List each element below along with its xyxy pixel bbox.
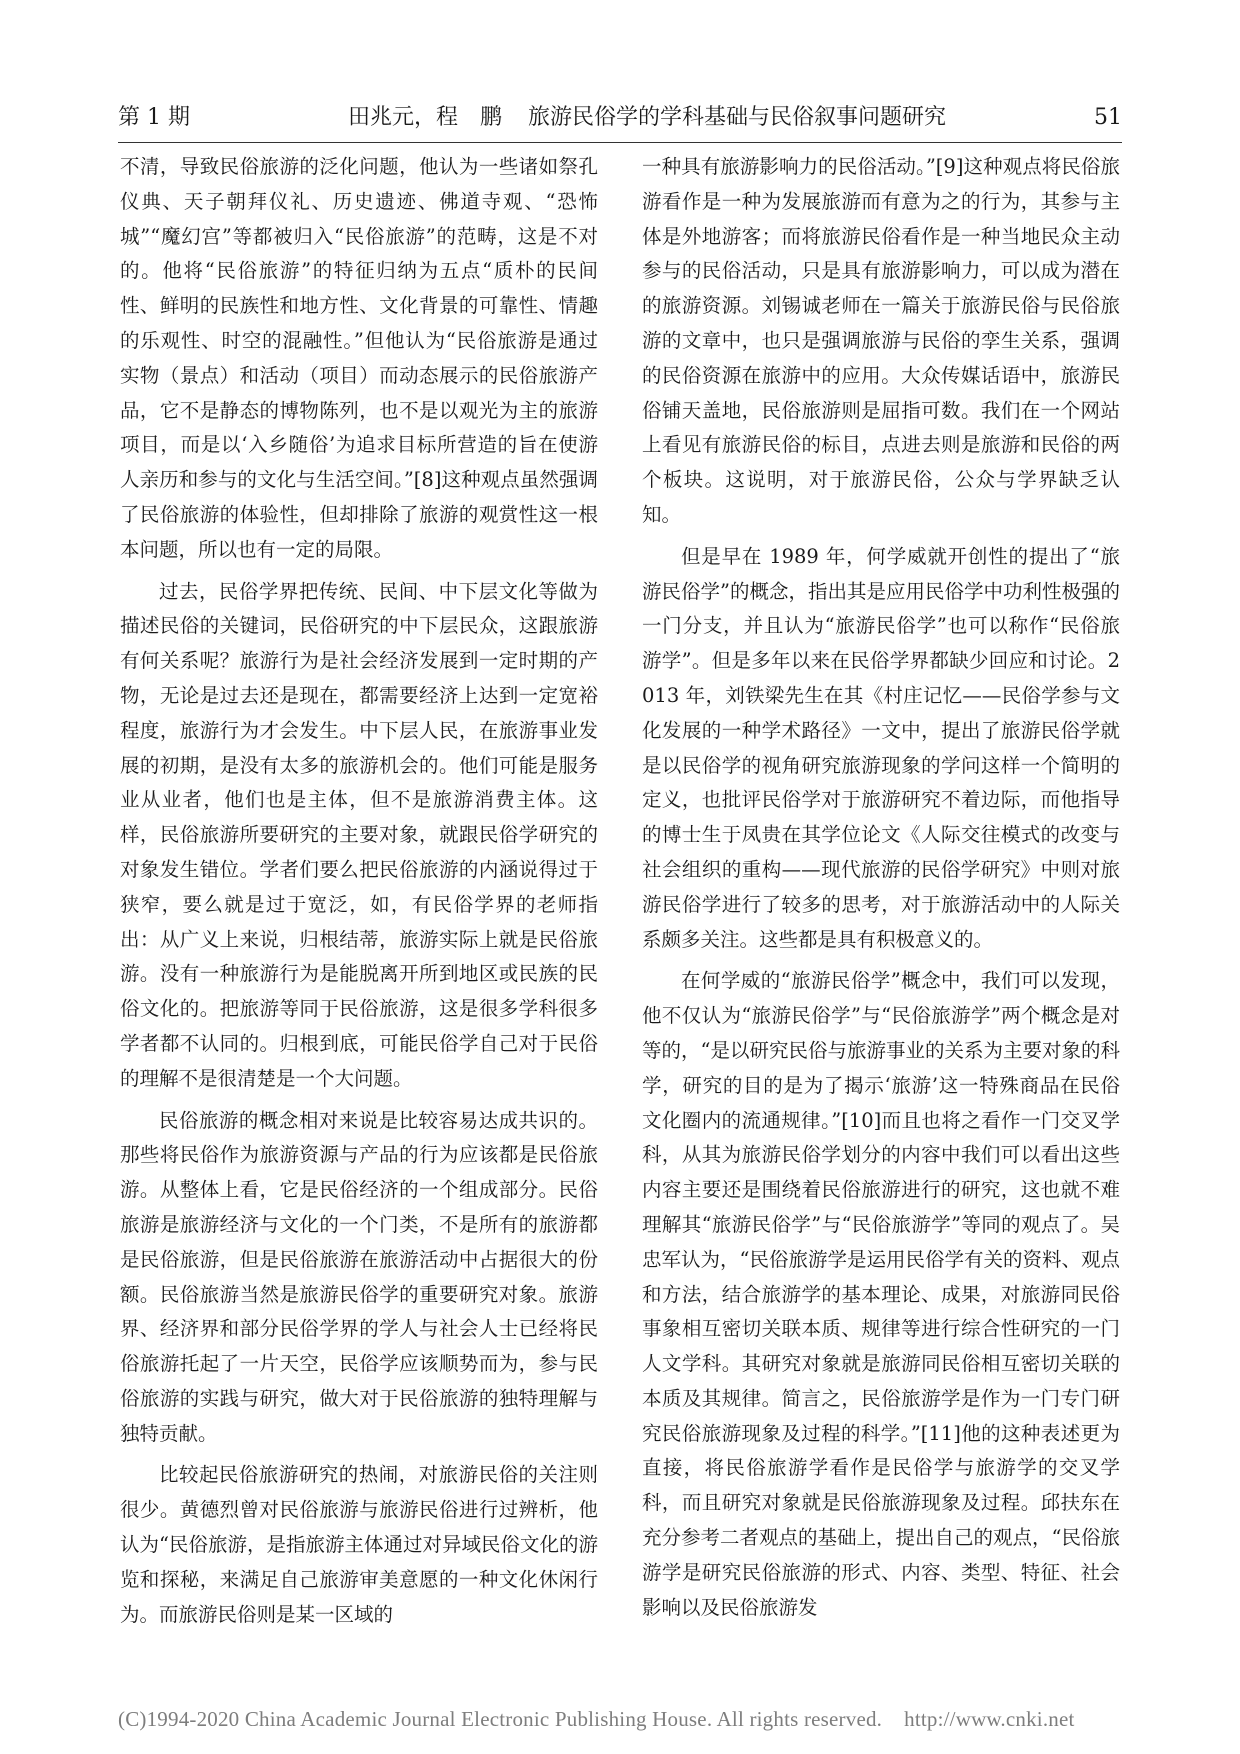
article-title: 旅游民俗学的学科基础与民俗叙事问题研究	[528, 105, 947, 130]
copyright-footer	[118, 1707, 1122, 1732]
paragraph: 一种具有旅游影响力的民俗活动。”[9]这种观点将民俗旅游看作是一种为发展旅游而有意为之的行为，其参与主体是外地游客；而将旅游民俗看作是一种当地民众主动参与的民俗活动，只是具有旅游影响力，可以成为潜在的旅游资源。刘锡诚老师在一篇关于旅游民俗与民俗旅游的文章中，也只是强调旅游与民俗的孪生关系，强调的民俗资源在旅游中的应用。大众传媒话语中，旅游民俗铺天盖地，民俗旅游则是屈指可数。我们在一个网站上看见有旅游民俗的标目，点进去则是旅游和民俗的两个板块。这说明，对于旅游民俗，公众与学界缺乏认知。	[642, 155, 1120, 526]
paragraph: 但是早在 1989 年，何学威就开创性的提出了“旅游民俗学”的概念，指出其是应用民俗学中功利性极强的一门分支，并且认为“旅游民俗学”也可以称作“民俗旅游学”。但是多年以来在民俗学界都缺少回应和讨论。2013 年，刘铁梁先生在其《村庄记忆——民俗学参与文化发展的一种学术路径》一文中，提出了旅游民俗学就是以民俗学的视角研究旅游现象的学问这样一个简明的定义，也批评民俗学对于旅游研究不着边际，而他指导的博士生于凤贵在其学位论文《人际交往模式的改变与社会组织的重构——现代旅游的民俗学研究》中则对旅游民俗学进行了较多的思考，对于旅游活动中的人际关系颇多关注。这些都是具有积极意义的。	[642, 544, 1120, 951]
right-column	[642, 150, 1120, 1625]
paragraph: 过去，民俗学界把传统、民间、中下层文化等做为描述民俗的关键词，民俗研究的中下层民众，这跟旅游有何关系呢？旅游行为是社会经济发展到一定时期的产物，无论是过去还是现在，都需要经济上达到一定宽裕程度，旅游行为才会发生。中下层人民，在旅游事业发展的初期，是没有太多的旅游机会的。他们可能是服务业从业者，他们也是主体，但不是旅游消费主体。这样，民俗旅游所要研究的主要对象，就跟民俗学研究的对象发生错位。学者们要么把民俗旅游的内涵说得过于狭窄，要么就是过于宽泛，如，有民俗学界的老师指出：从广义上来说，归根结蒂，旅游实际上就是民俗旅游。没有一种旅游行为是能脱离开所到地区或民族的民俗文化的。把旅游等同于民俗旅游，这是很多学科很多学者都不认同的。归根到底，可能民俗学自己对于民俗的理解不是很清楚是一个大问题。	[120, 579, 598, 1090]
left-column	[120, 150, 598, 1632]
site-url[interactable]: http://www.cnki.net	[904, 1707, 1075, 1731]
page-number: 51	[1094, 105, 1122, 130]
paragraph: 比较起民俗旅游研究的热闹，对旅游民俗的关注则很少。黄德烈曾对民俗旅游与旅游民俗进行过辨析，他认为“民俗旅游，是指旅游主体通过对异域民俗文化的游览和探秘，来满足自己旅游审美意愿的一种文化休闲行为。而旅游民俗则是某一区域的	[120, 1463, 598, 1626]
journal-issue: 第 1 期	[118, 105, 190, 130]
header-divider	[118, 142, 1122, 143]
running-header	[118, 98, 1122, 138]
article-authors: 田兆元，程 鹏	[348, 105, 503, 130]
paragraph: 在何学威的“旅游民俗学”概念中，我们可以发现，他不仅认为“旅游民俗学”与“民俗旅游学”两个概念是对等的，“是以研究民俗与旅游事业的关系为主要对象的科学，研究的目的是为了揭示‘旅游’这一特殊商品在民俗文化圈内的流通规律。”[10]而且也将之看作一门交叉学科，从其为旅游民俗学划分的内容中我们可以看出这些内容主要还是围绕着民俗旅游进行的研究，这也就不难理解其“旅游民俗学”与“民俗旅游学”等同的观点了。吴忠军认为，“民俗旅游学是运用民俗学有关的资料、观点和方法，结合旅游学的基本理论、成果，对旅游同民俗事象相互密切关联本质、规律等进行综合性研究的一门人文学科。其研究对象就是旅游同民俗相互密切关联的本质及其规律。简言之，民俗旅游学是作为一门专门研究民俗旅游现象及过程的科学。”[11]他的这种表述更为直接，将民俗旅游学看作是民俗学与旅游学的交叉学科，而且研究对象就是民俗旅游现象及过程。邱扶东在充分参考二者观点的基础上，提出自己的观点，“民俗旅游学是研究民俗旅游的形式、内容、类型、特征、社会影响以及民俗旅游发	[642, 969, 1120, 1619]
copyright-notice: (C)1994-2020 China Academic Journal Electronic Publishing House. All rights reserved.	[118, 1707, 883, 1731]
paragraph: 不清，导致民俗旅游的泛化问题，他认为一些诸如祭孔仪典、天子朝拜仪礼、历史遗迹、佛道寺观、“恐怖城”“魔幻宫”等都被归入“民俗旅游”的范畴，这是不对的。他将“民俗旅游”的特征归纳为五点“质朴的民间性、鲜明的民族性和地方性、文化背景的可靠性、情趣的乐观性、时空的混融性。”但他认为“民俗旅游是通过实物（景点）和活动（项目）而动态展示的民俗旅游产品，它不是静态的博物陈列，也不是以观光为主的旅游项目，而是以‘入乡随俗’为追求目标所营造的旨在使游人亲历和参与的文化与生活空间。”[8]这种观点虽然强调了民俗旅游的体验性，但却排除了旅游的观赏性这一根本问题，所以也有一定的局限。	[120, 155, 598, 561]
paragraph: 民俗旅游的概念相对来说是比较容易达成共识的。那些将民俗作为旅游资源与产品的行为应该都是民俗旅游。从整体上看，它是民俗经济的一个组成部分。民俗旅游是旅游经济与文化的一个门类，不是所有的旅游都是民俗旅游，但是民俗旅游在旅游活动中占据很大的份额。民俗旅游当然是旅游民俗学的重要研究对象。旅游界、经济界和部分民俗学界的学人与社会人士已经将民俗旅游托起了一片天空，民俗学应该顺势而为，参与民俗旅游的实践与研究，做大对于民俗旅游的独特理解与独特贡献。	[120, 1108, 598, 1445]
